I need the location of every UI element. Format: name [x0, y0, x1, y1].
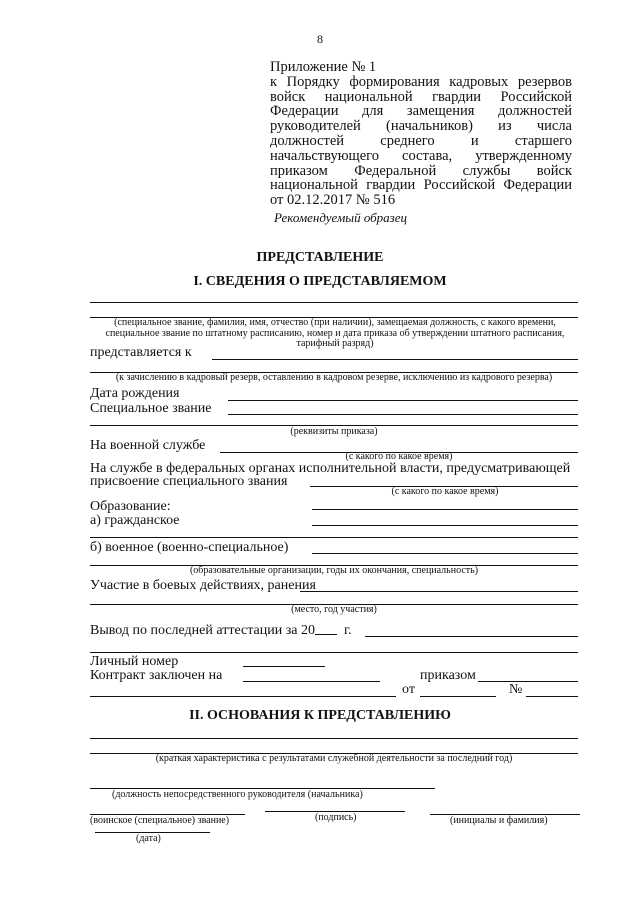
appendix-line: войск национальной гвардии Российской [270, 88, 572, 105]
military-education-label: б) военное (военно-специальное) [90, 540, 289, 555]
attestation-label [90, 622, 352, 638]
military-service-label: На военной службе [90, 438, 206, 453]
appendix-line: от 02.12.2017 № 516 [270, 192, 396, 209]
education-caption: (образовательные организации, годы их окончания, специальность) [189, 565, 479, 576]
name-caption: (инициалы и фамилия) [450, 815, 548, 826]
federal-period-caption: (с какого по какое время) [391, 486, 499, 497]
appendix-line: руководителей (начальников) из числа [270, 118, 572, 135]
military-period-caption: (с какого по какое время) [345, 451, 453, 462]
civil-education-label: а) гражданское [90, 513, 180, 528]
attestation-suffix: г. [343, 623, 352, 638]
person-line[interactable] [90, 302, 578, 303]
characteristic-line[interactable] [90, 738, 578, 739]
characteristic-caption: (краткая характеристика с результатами служебной деятельности за последний год) [155, 753, 513, 764]
appendix-line: приказом Федеральной службы войск [270, 162, 572, 179]
special-rank-field[interactable] [228, 414, 578, 415]
order-detail-field[interactable] [90, 696, 396, 697]
contract-term-field[interactable] [243, 681, 380, 682]
document-title: ПРЕДСТАВЛЕНИЕ [256, 250, 384, 265]
order-field[interactable] [478, 681, 578, 682]
appendix-line: Федерации для замещения должностей [270, 103, 572, 120]
federal-service-label-2: присвоение специального звания [90, 474, 288, 489]
civil-education-line[interactable] [90, 537, 578, 538]
education-label: Образование: [90, 499, 171, 514]
number-sign-label: № [509, 682, 523, 697]
attestation-line[interactable] [90, 652, 578, 653]
signature-caption: (подпись) [315, 812, 357, 823]
birth-date-label: Дата рождения [90, 386, 180, 401]
page-number: 8 [317, 32, 323, 46]
order-number-field[interactable] [526, 696, 578, 697]
person-caption: (специальное звание, фамилия, имя, отчество (при наличии), замещаемая должность, с какого времени, специальное звание по штатному расписанию, номер и дата приказа об утверждении штатного расписания, тарифный разряд) [105, 317, 565, 349]
presented-to-field[interactable] [212, 359, 578, 360]
section2-title: II. ОСНОВАНИЯ К ПРЕДСТАВЛЕНИЮ [189, 708, 451, 723]
military-education-field[interactable] [312, 553, 578, 554]
appendix-line: Приложение № 1 [270, 59, 377, 75]
federal-service-label: На службе в федеральных органах исполнительной власти, предусматривающей [90, 461, 571, 476]
order-date-field[interactable] [420, 696, 496, 697]
appendix-line: начальствующего состава, утвержденному [270, 147, 572, 164]
contract-label: Контракт заключен на [90, 668, 223, 683]
birth-date-field[interactable] [228, 400, 578, 401]
place-caption: (место, год участия) [291, 604, 377, 615]
reserve-caption: (к зачислению в кадровый резерв, оставлению в кадровом резерве, исключению из кадрового резерва) [115, 372, 553, 383]
order-caption: (реквизиты приказа) [290, 426, 378, 437]
personal-number-field[interactable] [243, 666, 325, 667]
by-order-label: приказом [420, 668, 476, 683]
civil-education-field[interactable] [312, 525, 578, 526]
appendix-block [270, 60, 572, 208]
combat-field[interactable] [300, 591, 578, 592]
personal-number-label: Личный номер [90, 654, 179, 669]
attestation-prefix: Вывод по последней аттестации за 20 [90, 623, 315, 638]
section1-title: I. СВЕДЕНИЯ О ПРЕДСТАВЛЯЕМОМ [193, 274, 447, 289]
date-caption: (дата) [136, 833, 161, 844]
presented-to-label: представляется к [90, 345, 192, 360]
sample-note: Рекомендуемый образец [274, 210, 408, 225]
rank-caption: (воинское (специальное) звание) [90, 815, 230, 826]
attestation-year-field[interactable] [315, 622, 337, 635]
position-caption: (должность непосредственного руководителя (начальника) [112, 789, 363, 800]
appendix-line: к Порядку формирования кадровых резервов [270, 73, 572, 90]
appendix-line: национальной гвардии Российской Федерации [270, 177, 572, 194]
attestation-field[interactable] [365, 636, 578, 637]
from-label: от [402, 682, 415, 697]
appendix-line: должностей среднего и старшего [270, 132, 572, 149]
education-field[interactable] [312, 509, 578, 510]
special-rank-label: Специальное звание [90, 401, 212, 416]
combat-label: Участие в боевых действиях, ранения [90, 578, 316, 593]
